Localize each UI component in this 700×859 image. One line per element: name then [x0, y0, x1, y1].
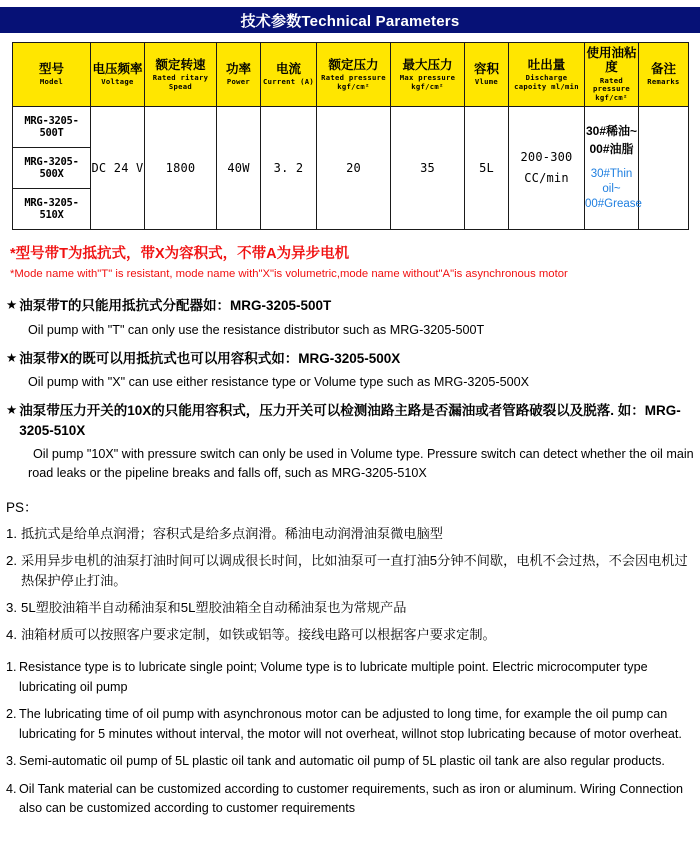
- list-item-text: Resistance type is to lubricate single point; Volume type is to lubricate multiple point. Electric microcomputer type lubricating oil pump: [19, 660, 648, 694]
- header-model-en: Model: [39, 77, 64, 87]
- table-row: [13, 106, 689, 147]
- spec-table-container: [12, 42, 688, 230]
- star-note-1-cn: 油泵带T的只能用抵抗式分配器如：MRG-3205-500T: [19, 298, 332, 314]
- star-note-3-cn: 油泵带压力开关的10X的只能用容积式，压力开关可以检测油路主路是否漏油或者管路破裂以及脱落. 如：MRG-3205-510X: [19, 403, 681, 438]
- header-power-en: Power: [226, 77, 251, 87]
- model-naming-note-en: *Mode name with"T" is resistant, mode name with"X"is volumetric,mode name without"A"is asynchronous motor: [10, 268, 568, 281]
- header-voltage-cn: 电压频率: [92, 61, 143, 76]
- viscosity-en-line2: 00#Grease: [585, 198, 642, 211]
- discharge-unit: CC/min: [524, 170, 569, 185]
- star-icon: ★: [6, 350, 18, 365]
- header-remarks: [639, 43, 689, 107]
- star-note-3-en: Oil pump "10X" with pressure switch can only be used in Volume type. Pressure switch can detect whether the oil main road leaks or the pipeline breaks and falls off, such as MRG-3205-510X: [28, 447, 694, 481]
- cell-remarks: [639, 106, 689, 229]
- viscosity-cn-line2: 00#油脂: [589, 141, 634, 156]
- header-volume-cn: 容积: [473, 61, 499, 76]
- header-rated-pressure-cn: 额定压力: [328, 57, 379, 72]
- list-item: [6, 524, 700, 544]
- list-item-text: 采用异步电机的油泵打油时间可以调成很长时间，比如油泵可一直打油5分钟不间歇，电机不会过热，不会因电机过热保护停止打油。: [21, 553, 688, 589]
- list-item-text: 油箱材质可以按照客户要求定制，如铁或铝等。接线电路可以根据客户要求定制。: [21, 627, 496, 643]
- cell-volume: 5L: [465, 106, 509, 229]
- header-model: [13, 43, 91, 107]
- technical-parameters-table: [12, 42, 689, 230]
- ps-chinese-list: [6, 524, 700, 645]
- header-rated-pressure-en: Rated pressure kgf/cm²: [321, 72, 386, 91]
- star-note-2: [6, 349, 700, 392]
- page-title: 技术参数Technical Parameters: [240, 12, 460, 30]
- star-note-1: [6, 296, 700, 339]
- list-item-number: 4.: [6, 627, 17, 643]
- ps-english-list: [6, 658, 700, 819]
- list-item-text: 5L塑胶油箱半自动稀油泵和5L塑胶油箱全自动稀油泵也为常规产品: [21, 600, 407, 616]
- cell-model-1: MRG-3205-500T: [13, 106, 91, 147]
- list-item-text: 抵抗式是给单点润滑；容积式是给多点润滑。稀油电动润滑油泵微电脑型: [21, 526, 443, 542]
- list-item-number: 3.: [6, 600, 17, 616]
- list-item-number: 3.: [6, 754, 17, 769]
- list-item-number: 2.: [6, 707, 17, 722]
- header-oil-viscosity-en: Rated pressure kgf/cm²: [592, 75, 631, 103]
- star-note-1-en: Oil pump with "T" can only use the resistance distributor such as MRG-3205-500T: [28, 322, 485, 337]
- header-oil-viscosity: [585, 43, 639, 107]
- cell-model-2: MRG-3205-500X: [13, 147, 91, 188]
- header-volume: [465, 43, 509, 107]
- header-power: [217, 43, 261, 107]
- header-remarks-en: Remarks: [647, 77, 680, 87]
- list-item: [6, 705, 700, 744]
- header-voltage-en: Voltage: [101, 77, 134, 87]
- header-remarks-cn: 备注: [650, 61, 676, 76]
- list-item: [6, 780, 700, 819]
- header-current: [261, 43, 317, 107]
- header-rated-pressure: [317, 43, 391, 107]
- header-discharge-capacity-cn: 吐出量: [527, 57, 566, 72]
- list-item-number: 1.: [6, 526, 17, 542]
- star-note-3: [6, 401, 700, 483]
- header-model-cn: 型号: [38, 61, 64, 76]
- cell-current: 3. 2: [261, 106, 317, 229]
- viscosity-en-line1: 30#Thin oil~: [590, 168, 633, 196]
- list-item-text: The lubricating time of oil pump with asynchronous motor can be adjusted to long time, for example the oil pump can lubricating for 5 minutes without interval, the motor will not overheat, willnot stop lubricating because of motor overheat.: [19, 707, 682, 741]
- list-item-number: 2.: [6, 553, 17, 569]
- table-header-row: [13, 43, 689, 107]
- header-discharge-capacity-en: Discharge capoity ml/min: [514, 72, 579, 91]
- cell-oil-viscosity: [585, 106, 642, 229]
- header-rated-rotary-speed-en: Rated ritary Spead: [152, 72, 209, 91]
- cell-model-3: MRG-3205-510X: [13, 188, 91, 229]
- list-item-number: 4.: [6, 781, 17, 796]
- list-item-text: Semi-automatic oil pump of 5L plastic oil tank and automatic oil pump of 5L plastic oil tank are also regular products.: [19, 754, 665, 769]
- header-rated-rotary-speed-cn: 额定转速: [155, 57, 206, 72]
- star-note-2-cn: 油泵带X的既可以用抵抗式也可以用容积式如：MRG-3205-500X: [19, 350, 401, 366]
- header-oil-viscosity-cn: 使用油粘度: [586, 46, 637, 75]
- list-item: [6, 752, 700, 772]
- header-max-pressure-en: Max pressure kgf/cm²: [399, 72, 456, 91]
- cell-discharge-capacity: [509, 106, 585, 229]
- star-note-2-en: Oil pump with "X" can use either resistance type or Volume type such as MRG-3205-500X: [28, 375, 530, 390]
- list-item-number: 1.: [6, 660, 17, 675]
- list-item-text: Oil Tank material can be customized according to customer requirements, such as iron or aluminum. Wiring Connection also can be customized according to customer requirements: [19, 781, 684, 816]
- cell-max-pressure: 35: [391, 106, 465, 229]
- cell-power: 40W: [217, 106, 261, 229]
- list-item: [6, 625, 700, 645]
- header-current-en: Current (A): [263, 77, 314, 87]
- header-voltage: [91, 43, 145, 107]
- viscosity-cn-line1: 30#稀油~: [585, 124, 638, 139]
- list-item: [6, 551, 700, 591]
- header-volume-en: Vlume: [474, 77, 499, 87]
- model-naming-note-cn: *型号带T为抵抗式，带X为容积式，不带A为异步电机: [10, 245, 350, 262]
- list-item: [6, 658, 700, 697]
- header-max-pressure: [391, 43, 465, 107]
- header-discharge-capacity: [509, 43, 585, 107]
- list-item: [6, 598, 700, 618]
- star-icon: ★: [6, 403, 18, 418]
- cell-rated-rotary-speed: 1800: [145, 106, 217, 229]
- header-current-cn: 电流: [275, 61, 301, 76]
- star-notes-list: [6, 296, 700, 483]
- title-banner: [0, 7, 700, 33]
- header-max-pressure-cn: 最大压力: [402, 57, 453, 72]
- star-icon: ★: [6, 298, 18, 313]
- cell-voltage: DC 24 V: [91, 106, 145, 229]
- cell-rated-pressure: 20: [317, 106, 391, 229]
- ps-label: PS：: [6, 500, 38, 516]
- model-naming-note: [10, 244, 700, 284]
- discharge-range: 200-300: [520, 150, 573, 165]
- header-rated-rotary-speed: [145, 43, 217, 107]
- header-power-cn: 功率: [225, 61, 251, 76]
